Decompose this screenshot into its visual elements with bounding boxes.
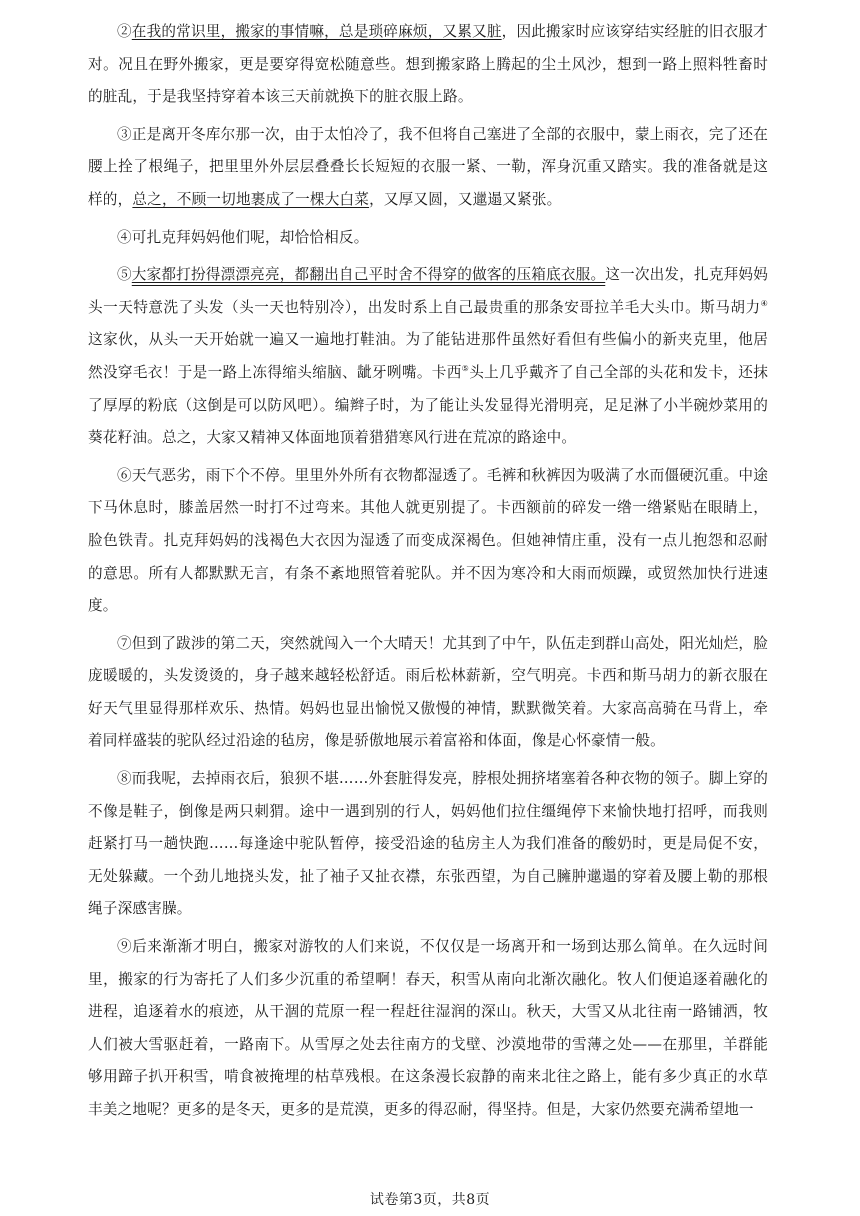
footnote-marker: ④ — [760, 298, 768, 308]
text-segment: ③正是离开冬库尔那一次，由于太怕冷了，我不但将自己塞进了全部的衣服中，蒙上雨衣，完了还在腰上拴了根绳子，把里里外外层层叠叠长长短短的衣服一紧、一勒，浑身沉重又踏实。我的准备就是这样的， — [88, 125, 768, 208]
footnote-marker: ⑤ — [461, 364, 470, 374]
text-segment: ，因此搬家时应该穿结实经脏的旧衣服才对。况且在野外搬家，更是要穿得宽松随意些。想到搬家路上腾起的尘土风沙，想到一路上照料牲畜时的脏乱，于是我坚持穿着本该三天前就换下的脏衣服上路。 — [88, 23, 768, 106]
text-segment: ④可扎克拜妈妈他们呢，却恰恰相反。 — [117, 228, 369, 246]
text-segment: ⑦但到了跋涉的第二天，突然就闯入一个大晴天！尤其到了中午，队伍走到群山高处，阳光灿烂，脸庞暖暖的，头发烫烫的，身子越来越轻松舒适。雨后松林薪新，空气明亮。卡西和斯马胡力的新衣服在好天气里显得那样欢乐、热情。妈妈也显出愉悦又傲慢的神情，默默微笑着。大家高高骑在马背上，牵着同样盛装的驼队经过沿途的毡房，像是骄傲地展示着富裕和体面，像是心怀豪情一般。 — [88, 634, 768, 750]
paragraph-p9 — [88, 931, 768, 1127]
paragraph-p7 — [88, 628, 768, 758]
text-segment: ⑨后来渐渐才明白，搬家对游牧的人们来说，不仅仅是一场离开和一场到达那么简单。在久远时间里，搬家的行为寄托了人们多少沉重的希望啊！春天，积雪从南向北渐次融化。牧人们便追逐着融化的进程，追逐着水的痕迹，从干涸的荒原一程一程赶往湿润的深山。秋天，大雪又从北往南一路铺洒，牧人们被大雪驱赶着，一路南下。从雪厚之处去往南方的戈壁、沙漠地带的雪薄之处——在那里，羊群能够用蹄子扒开积雪，啃食被掩埋的枯草残根。在这条漫长寂静的南来北往之路上，能有多少真正的水草丰美之地呢？更多的是冬天，更多的是荒漠，更多的得忍耐，得坚持。但是，大家仍然要充满希望地一 — [88, 938, 768, 1118]
text-segment: ⑤ — [117, 266, 132, 284]
underlined-sentence: 总之，不顾一切地裹成了一棵大白菜 — [132, 190, 370, 208]
document-body — [88, 16, 768, 1132]
underlined-sentence: 在我的常识里，搬家的事情嘛，总是琐碎麻烦，又累又脏 — [131, 23, 502, 40]
text-segment: ② — [117, 23, 132, 40]
paragraph-p3 — [88, 119, 768, 217]
text-segment: ⑧而我呢，去掉雨衣后，狼狈不堪……外套脏得发亮，脖根处拥挤堵塞着各种衣物的领子。脚上穿的不像是鞋子，倒像是两只刺猬。途中一遇到别的行人，妈妈他们拉住缰绳停下来愉快地打招呼，而我则赶紧打马一趟快跑……每逢途中驼队暂停，接受沿途的毡房主人为我们准备的酸奶时，更是局促不安，无处躲藏。一个劲儿地挠头发，扯了袖子又扯衣襟，东张西望，为自己臃肿邋遢的穿着及腰上勒的那根绳子深感害臊。 — [88, 770, 768, 918]
paragraph-p2 — [88, 16, 768, 114]
paragraph-p8 — [88, 763, 768, 926]
text-segment: ⑥天气恶劣，雨下个不停。里里外外所有衣物都湿透了。毛裤和秋裤因为吸满了水而僵硬沉重。中途下马休息时，膝盖居然一时打不过弯来。其他人就更别提了。卡西额前的碎发一绺一绺紧贴在眼睛上，脸色铁青。扎克拜妈妈的浅褐色大衣因为湿透了而变成深褐色。但她神情庄重，没有一点儿抱怨和忍耐的意思。所有人都默默无言，有条不紊地照管着驼队。并不因为寒冷和大雨而烦躁，或贸然加快行进速度。 — [88, 466, 768, 615]
paragraph-p5 — [88, 259, 768, 455]
text-segment: 头上几乎戴齐了自己全部的头花和发卡，还抹了厚厚的粉底（这倒是可以防风吧）。编辫子时，为了能让头发显得光滑明亮，足足淋了小半碗炒菜用的葵花籽油。总之，大家又精神又体面地顶着猎猎寒风行进在荒凉的路途中。 — [88, 363, 768, 447]
paragraph-p6 — [88, 460, 768, 623]
text-segment: ，又厚又圆，又邋遢又紧张。 — [369, 190, 562, 208]
text-segment: 这一次出发，扎克拜妈妈头一天特意洗了头发（头一天也特别冷），出发时系上自己最贵重的那条安哥拉羊毛大头巾。斯马胡力 — [88, 266, 768, 316]
paragraph-p4 — [88, 222, 768, 255]
page-footer: 试卷第3页，共8页 — [369, 1192, 491, 1208]
text-segment: 这家伙，从头一天开始就一遍又一遍地打鞋油。为了能钻进那件虽然好看但有些偏小的新夹克里，他居然没穿毛衣！于是一路上冻得缩头缩脑、龇牙咧嘴。卡西 — [88, 331, 768, 381]
double-underlined-sentence: 大家都打扮得漂漂亮亮，都翻出自己平时舍不得穿的做客的压箱底衣服。 — [131, 266, 606, 284]
